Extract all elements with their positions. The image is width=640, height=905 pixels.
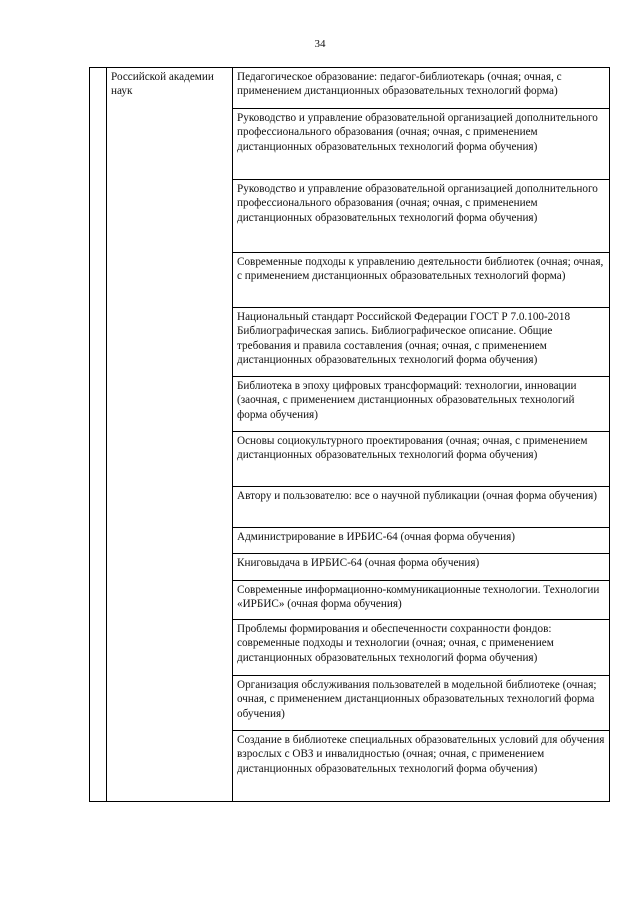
course-cell: Национальный стандарт Российской Федерации ГОСТ Р 7.0.100-2018 Библиографическая запись. Библиографическое описание. Общие требования и правила составления (очная; очная, с применением дистанционных образовательных технологий форма обучения) (233, 308, 610, 377)
course-cell: Современные информационно-коммуникационные технологии. Технологии «ИРБИС» (очная форма обучения) (233, 581, 610, 620)
course-cell: Администрирование в ИРБИС-64 (очная форма обучения) (233, 528, 610, 554)
course-cell: Педагогическое образование: педагог-библиотекарь (очная; очная, с применением дистанционных образовательных технологий форма) (233, 68, 610, 109)
course-cell: Организация обслуживания пользователей в модельной библиотеке (очная; очная, с применением дистанционных образовательных технологий форма обучения) (233, 676, 610, 731)
programs-table (89, 67, 610, 802)
page-number: 34 (314, 38, 326, 50)
course-cell: Современные подходы к управлению деятельности библиотек (очная; очная, с применением дистанционных образовательных технологий форма) (233, 253, 610, 308)
course-cell: Руководство и управление образовательной организацией дополнительного профессионального образования (очная; очная, с применением дистанционных образовательных технологий форма обучения) (233, 109, 610, 180)
course-cell: Проблемы формирования и обеспеченности сохранности фондов: современные подходы и технологии (очная; очная, с применением дистанционных образовательных технологий форма обучения) (233, 620, 610, 676)
course-cell: Создание в библиотеке специальных образовательных условий для обучения взрослых с ОВЗ и инвалидностью (очная; очная, с применением дистанционных образовательных технологий форма обучения) (233, 731, 610, 802)
number-cell (90, 68, 107, 802)
course-cell: Библиотека в эпоху цифровых трансформаций: технологии, инновации (заочная, с применением дистанционных образовательных технологий форма обучения) (233, 377, 610, 432)
table-row (90, 68, 610, 109)
course-cell: Руководство и управление образовательной организацией дополнительного профессионального образования (очная; очная, с применением дистанционных образовательных технологий форма обучения) (233, 180, 610, 253)
course-cell: Автору и пользователю: все о научной публикации (очная форма обучения) (233, 487, 610, 528)
course-cell: Основы социокультурного проектирования (очная; очная, с применением дистанционных образовательных технологий форма обучения) (233, 432, 610, 487)
organization-cell: Российской академии наук (107, 68, 233, 802)
course-cell: Книговыдача в ИРБИС-64 (очная форма обучения) (233, 554, 610, 581)
